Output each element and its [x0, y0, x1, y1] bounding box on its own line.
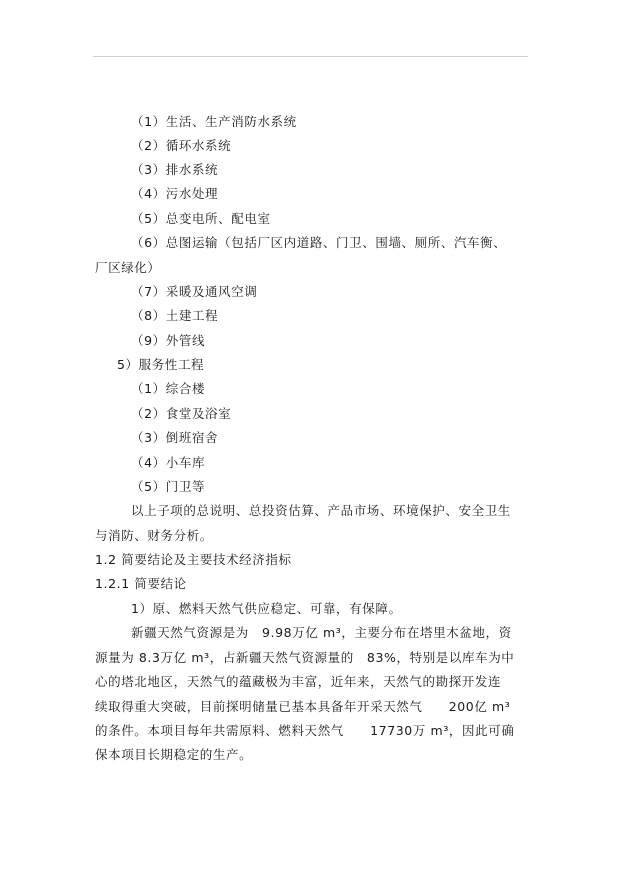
list-item: （6）总图运输（包括厂区内道路、门卫、围墙、厕所、汽车衡、	[131, 235, 507, 250]
list-item: （4）小车库	[131, 455, 206, 470]
list-item-continuation: 厂区绿化）	[95, 260, 161, 275]
list-item: （4）污水处理	[131, 186, 219, 201]
list-item: （2）食堂及浴室	[131, 406, 232, 421]
list-item: （3）排水系统	[131, 162, 219, 177]
list-item: （1）综合楼	[131, 381, 206, 396]
paragraph-line: 心的塔北地区，天然气的蕴藏极为丰富，近年来，天然气的勘探开发连	[95, 674, 502, 689]
paragraph-line: 与消防、财务分析。	[95, 528, 213, 543]
header-rule	[93, 56, 528, 57]
list-item: （5）总变电所、配电室	[131, 211, 271, 226]
paragraph-line: 续取得重大突破，目前探明储量已基本具备年开采天然气 200亿 m³	[95, 699, 511, 714]
list-item: （2）循环水系统	[131, 138, 232, 153]
paragraph-line: 1）原、燃料天然气供应稳定、可靠，有保障。	[131, 601, 402, 616]
section-heading: 5）服务性工程	[117, 357, 205, 372]
paragraph-line: 保本项目长期稳定的生产。	[95, 747, 253, 762]
list-item: （7）采暖及通风空调	[131, 284, 258, 299]
list-item: （5）门卫等	[131, 479, 206, 494]
subsection-title: 1.2.1 简要结论	[95, 576, 187, 591]
section-title: 1.2 简要结论及主要技术经济指标	[95, 552, 292, 567]
list-item: （3）倒班宿舍	[131, 430, 219, 445]
list-item: （9）外管线	[131, 333, 206, 348]
list-item: （8）土建工程	[131, 308, 219, 323]
paragraph-line: 源量为 8.3万亿 m³，占新疆天然气资源量的 83%，特别是以库车为中	[95, 650, 515, 665]
paragraph-line: 的条件。本项目每年共需原料、燃料天然气 17730万 m³，因此可确	[95, 723, 515, 738]
paragraph-line: 以上子项的总说明、总投资估算、产品市场、环境保护、安全卫生	[131, 503, 511, 518]
list-item: （1）生活、生产消防水系统	[131, 114, 297, 129]
paragraph-line: 新疆天然气资源是为 9.98万亿 m³，主要分布在塔里木盆地，资	[131, 625, 512, 640]
